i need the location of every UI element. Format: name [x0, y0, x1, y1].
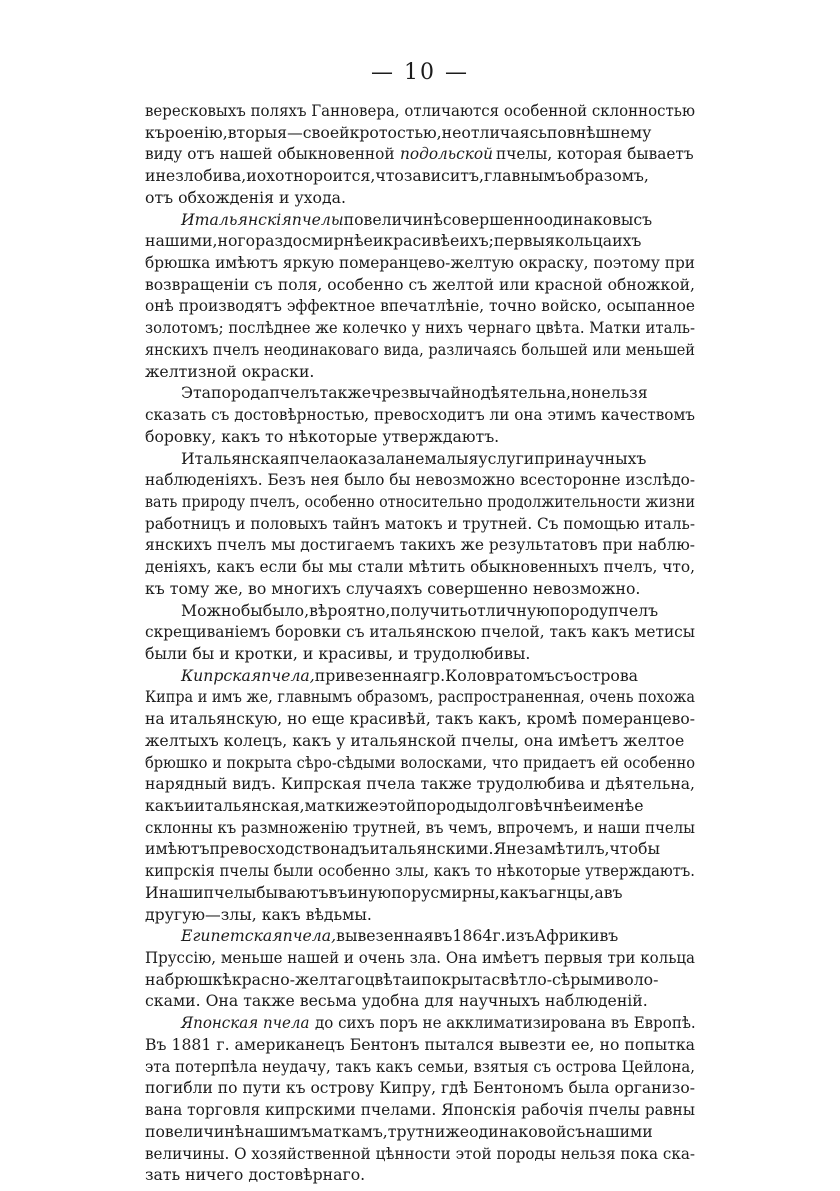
text-segment: желтыхъ колецъ, какъ у итальянской пчелы, она имѣетъ желтое	[145, 730, 685, 750]
text-line	[145, 556, 695, 578]
text-line	[145, 838, 695, 860]
text-segment: привезенная гр. Коловратомъ съ острова	[314, 665, 639, 685]
text-line	[145, 1164, 695, 1186]
text-line	[145, 1143, 695, 1165]
text-line	[145, 817, 695, 839]
page-number: — 10 —	[371, 60, 469, 85]
text-line	[145, 860, 695, 882]
text-line	[145, 1012, 695, 1034]
text-line	[145, 165, 695, 187]
text-line	[145, 187, 695, 209]
body-text	[145, 100, 695, 1186]
text-line	[145, 448, 695, 470]
text-line	[145, 295, 695, 317]
italic-term: Египетская пчела,	[181, 926, 337, 946]
text-segment: какъ и итальянская, матки же этой породы долговѣчнѣе и менѣе	[145, 796, 644, 815]
italic-term: Кипрская пчела,	[181, 665, 315, 685]
text-segment: вать природу пчелъ, особенно относительно продолжительности жизни	[145, 491, 695, 511]
text-line	[145, 317, 695, 339]
text-line	[145, 382, 695, 404]
text-segment: онѣ производятъ эффектное впечатлѣніе, точно войско, осыпанное	[145, 296, 695, 316]
text-line	[145, 773, 695, 795]
text-line	[145, 752, 695, 774]
text-line	[145, 1099, 695, 1121]
text-line	[145, 274, 695, 296]
italic-term: Японская пчела	[181, 1013, 310, 1033]
text-line	[145, 621, 695, 643]
text-line	[145, 209, 695, 231]
text-line	[145, 122, 695, 144]
text-segment: вывезенная въ 1864 г. изъ Африки въ	[336, 926, 619, 946]
text-line	[145, 534, 695, 556]
text-line	[145, 947, 695, 969]
text-segment: желтизной окраски.	[145, 361, 315, 381]
text-line	[145, 882, 695, 904]
text-segment: зать ничего достовѣрнаго.	[145, 1165, 366, 1185]
text-segment: брюшко и покрыта сѣро-сѣдыми волосками, что придаетъ ей особенно	[145, 752, 695, 772]
text-line	[145, 730, 695, 752]
text-segment: имѣютъ превосходство надъ итальянскими. Я не замѣтилъ, чтобы	[145, 839, 660, 859]
text-segment: отъ обхожденія и ухода.	[145, 187, 346, 207]
text-segment: на брюшкѣ красно-желтаго цвѣта и покрыта свѣтло-сѣрыми воло-	[145, 969, 659, 989]
text-segment: нарядный видъ. Кипрская пчела также трудолюбива и дѣятельна,	[145, 774, 695, 794]
text-segment: къ тому же, во многихъ случаяхъ совершенно невозможно.	[145, 578, 641, 598]
text-segment: Въ 1881 г. американецъ Бентонъ пытался вывезти ее, но попытка	[145, 1034, 695, 1054]
text-segment: боровку, какъ то нѣкоторые утверждаютъ.	[145, 426, 500, 446]
text-segment: до сихъ поръ не акклиматизирована въ Европѣ.	[314, 1013, 696, 1033]
text-line	[145, 1077, 695, 1099]
text-segment: золотомъ; послѣднее же колечко у нихъ чернаго цвѣта. Матки италь-	[145, 318, 695, 338]
italic-term: подольской	[400, 144, 494, 164]
text-segment: эта потерпѣла неудачу, такъ какъ семьи, взятыя съ острова Цейлона,	[145, 1056, 695, 1076]
text-segment: другую—злы, какъ вѣдьмы.	[145, 904, 372, 924]
text-segment: возвращеніи съ поля, особенно съ желтой или красной обножкой,	[145, 274, 695, 294]
text-line	[145, 665, 695, 687]
text-segment: сказать съ достовѣрностью, превосходитъ ли она этимъ качествомъ	[145, 405, 695, 425]
text-line	[145, 904, 695, 926]
text-segment: кипрскія пчелы были особенно злы, какъ то нѣкоторые утверждаютъ.	[145, 861, 695, 881]
text-segment: янскихъ пчелъ неодинаковаго вида, различаясь большей или меньшей	[145, 339, 695, 359]
text-line	[145, 686, 695, 708]
text-segment: склонны къ размноженію трутней, въ чемъ, впрочемъ, и наши пчелы	[145, 817, 695, 837]
text-segment: янскихъ пчелъ мы достигаемъ такихъ же результатовъ при наблю-	[145, 535, 695, 555]
text-line	[145, 513, 695, 535]
text-segment: пчелы, которая бываетъ	[495, 144, 694, 164]
text-segment: брюшка имѣютъ яркую померанцево-желтую окраску, поэтому при	[145, 253, 695, 273]
text-line	[145, 404, 695, 426]
text-segment: деніяхъ, какъ если бы мы стали мѣтить обыкновенныхъ пчелъ, что,	[145, 557, 695, 577]
text-segment: нашими, но гораздо смирнѣе и красивѣе ихъ; первыя кольца ихъ	[145, 231, 642, 251]
text-segment: наблюденіяхъ. Безъ нея было бы невозможно всесторонне изслѣдо-	[145, 470, 695, 490]
text-line	[145, 1121, 695, 1143]
text-segment: Пруссію, меньше нашей и очень зла. Она имѣетъ первыя три кольца	[145, 948, 695, 968]
text-line	[145, 491, 695, 513]
text-line	[145, 469, 695, 491]
text-segment: Эта порода пчелъ также чрезвычайно дѣятельна, но нельзя	[181, 383, 648, 403]
text-line	[145, 708, 695, 730]
text-segment: Можно бы было, вѣроятно, получить отличную породу пчелъ	[181, 600, 659, 620]
text-line	[145, 143, 695, 165]
text-segment: на итальянскую, но еще красивѣй, такъ какъ, кромѣ померанцево-	[145, 709, 695, 729]
text-segment: къ роенію, вторыя—своей кротостью, не отличаясь по внѣшнему	[145, 122, 652, 142]
text-segment: и незлобива, и охотно роится, что зависитъ, главнымъ образомъ,	[145, 166, 649, 186]
text-segment: скрещиваніемъ боровки съ итальянскою пчелой, такъ какъ метисы	[145, 622, 695, 642]
text-line	[145, 578, 695, 600]
text-line	[145, 426, 695, 448]
text-segment: работницъ и половыхъ тайнъ матокъ и трутней. Съ помощью италь-	[145, 513, 695, 533]
text-line	[145, 990, 695, 1012]
text-segment: вана торговля кипрскими пчелами. Японскія рабочія пчелы равны	[145, 1100, 695, 1120]
text-line	[145, 1056, 695, 1078]
text-segment: Итальянская пчела оказала немалыя услуги при научныхъ	[181, 448, 647, 468]
text-line	[145, 339, 695, 361]
text-segment: сками. Она также весьма удобна для научныхъ наблюденій.	[145, 991, 648, 1011]
text-line	[145, 1034, 695, 1056]
text-line	[145, 600, 695, 622]
text-segment: виду отъ нашей обыкновенной	[145, 144, 395, 164]
text-segment: были бы и кротки, и красивы, и трудолюбивы.	[145, 643, 531, 663]
text-line	[145, 795, 695, 817]
text-segment: И наши пчелы бываютъ въ иную пору смирны, какъ агнцы, а въ	[145, 882, 623, 902]
text-line	[145, 643, 695, 665]
text-segment: вересковыхъ поляхъ Ганновера, отличаются особенной склонностью	[145, 101, 695, 120]
text-line	[145, 361, 695, 383]
text-line	[145, 230, 695, 252]
text-segment: по величинѣ нашимъ маткамъ, трутни же одинаковой съ нашими	[145, 1121, 653, 1141]
text-line	[145, 100, 695, 122]
text-segment: Кипра и имъ же, главнымъ образомъ, распространенная, очень похожа	[145, 687, 695, 707]
text-segment: погибли по пути къ острову Кипру, гдѣ Бентономъ была организо-	[145, 1078, 695, 1098]
italic-term: Итальянскія пчелы	[181, 209, 344, 229]
text-segment: по величинѣ совершенно одинаковы съ	[343, 209, 653, 229]
text-line	[145, 252, 695, 274]
text-line	[145, 925, 695, 947]
text-segment: величины. О хозяйственной цѣнности этой породы нельзя пока ска-	[145, 1143, 695, 1163]
text-line	[145, 969, 695, 991]
